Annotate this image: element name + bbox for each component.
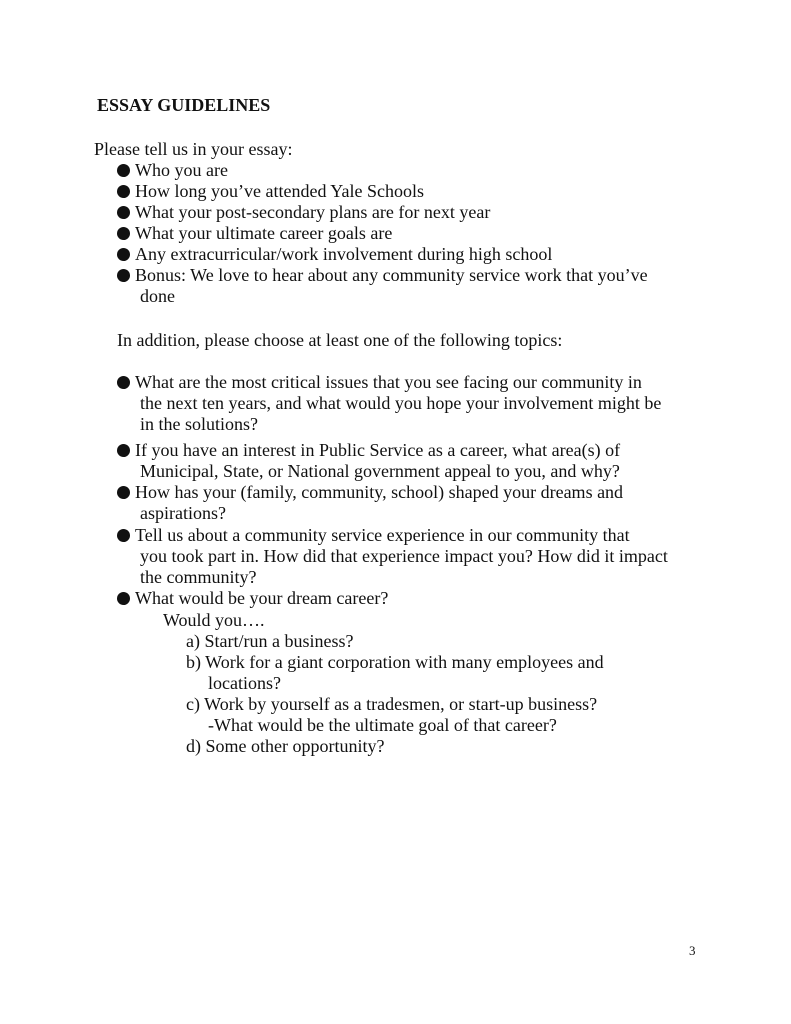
list-item-line: d) Some other opportunity? (186, 736, 385, 756)
bullet-icon (117, 185, 130, 198)
list-item-line: locations? (208, 673, 281, 693)
bullet-icon (117, 269, 130, 282)
list-item-line: If you have an interest in Public Service as a career, what area(s) of (135, 440, 621, 460)
list-item-line: What would be your dream career? (135, 588, 389, 608)
bullet-icon (117, 444, 130, 457)
list-item-line: What your ultimate career goals are (135, 223, 393, 243)
list-item-line: the next ten years, and what would you hope your involvement might be (140, 393, 662, 413)
list-item-line: you took part in. How did that experience impact you? How did it impact (140, 546, 668, 566)
list-item-line: done (140, 286, 175, 306)
would-you-text: Would you…. (163, 610, 265, 630)
list-item-line: the community? (140, 567, 257, 587)
list-item-line: in the solutions? (140, 414, 258, 434)
list-item-line: -What would be the ultimate goal of that career? (208, 715, 557, 735)
list-item-line: Municipal, State, or National government appeal to you, and why? (140, 461, 620, 481)
list-item-line: Who you are (135, 160, 228, 180)
list-item-line: a) Start/run a business? (186, 631, 354, 651)
list-item-line: Any extracurricular/work involvement during high school (135, 244, 553, 264)
bullet-icon (117, 376, 130, 389)
list-item-line: How long you’ve attended Yale Schools (135, 181, 424, 201)
page-number: 3 (689, 943, 696, 958)
list-item-line: What are the most critical issues that you see facing our community in (135, 372, 642, 392)
list-item-line: How has your (family, community, school) shaped your dreams and (135, 482, 624, 502)
bullet-icon (117, 529, 130, 542)
bullet-icon (117, 486, 130, 499)
bullet-icon (117, 592, 130, 605)
list-item-line: What your post-secondary plans are for next year (135, 202, 491, 222)
list-item-line: aspirations? (140, 503, 226, 523)
topics-intro: In addition, please choose at least one of the following topics: (117, 330, 563, 350)
intro-text: Please tell us in your essay: (94, 139, 293, 159)
list-item-line: Tell us about a community service experience in our community that (135, 525, 630, 545)
bullet-icon (117, 206, 130, 219)
list-item-line: c) Work by yourself as a tradesmen, or start-up business? (186, 694, 598, 714)
page-title: ESSAY GUIDELINES (97, 95, 271, 115)
bullet-icon (117, 248, 130, 261)
bullet-icon (117, 164, 130, 177)
list-item-line: Bonus: We love to hear about any community service work that you’ve (135, 265, 648, 285)
list-item-line: b) Work for a giant corporation with many employees and (186, 652, 604, 672)
bullet-icon (117, 227, 130, 240)
